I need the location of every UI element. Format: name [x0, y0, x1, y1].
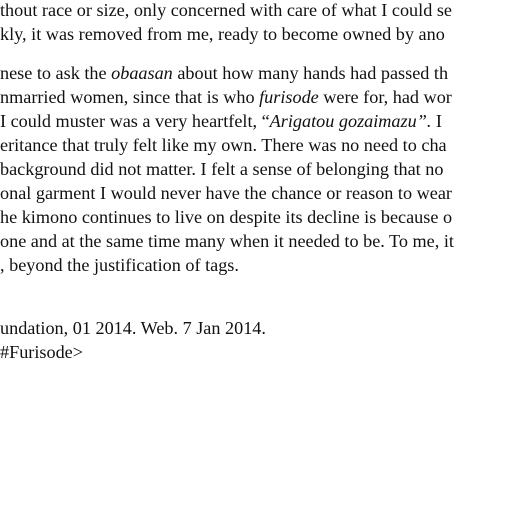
- body-line-1: thout race or size, only concerned with care of what I could se: [0, 0, 452, 20]
- body-line-4-italic-furisode: furisode: [259, 87, 319, 107]
- body-line-9: he kimono continues to live on despite its decline is because o: [0, 207, 453, 227]
- citation-line-1: undation, 01 2014. Web. 7 Jan 2014.: [0, 318, 266, 338]
- citation-line-2: #Furisode>: [0, 342, 84, 362]
- body-line-11: , beyond the justification of tags.: [0, 255, 239, 275]
- body-line-3-text-b: about how many hands had passed th: [172, 63, 449, 83]
- body-line-3-italic-obaasan: obaasan: [111, 63, 173, 83]
- body-line-5-italic-arigatou: Arigatou gozaimazu”.: [269, 111, 432, 131]
- body-line-4-text-b: were for, had wor: [318, 87, 452, 107]
- body-line-3: [0, 61, 448, 85]
- body-line-7: background did not matter. I felt a sense of belonging that no: [0, 159, 444, 179]
- body-line-6: eritance that truly felt like my own. There was no need to cha: [0, 135, 447, 155]
- body-line-8: onal garment I would never have the chance or reason to wear: [0, 183, 452, 203]
- body-line-3-text-a: nese to ask the: [0, 63, 112, 83]
- body-line-5: [0, 109, 442, 133]
- body-line-5-text-b: I: [431, 111, 442, 131]
- body-line-4-text-a: nmarried women, since that is who: [0, 87, 260, 107]
- body-line-2: kly, it was removed from me, ready to become owned by ano: [0, 24, 445, 44]
- body-line-10: one and at the same time many when it needed to be. To me, it: [0, 231, 454, 251]
- body-line-5-text-a: I could muster was a very heartfelt, “: [0, 111, 270, 131]
- body-line-4: [0, 85, 452, 109]
